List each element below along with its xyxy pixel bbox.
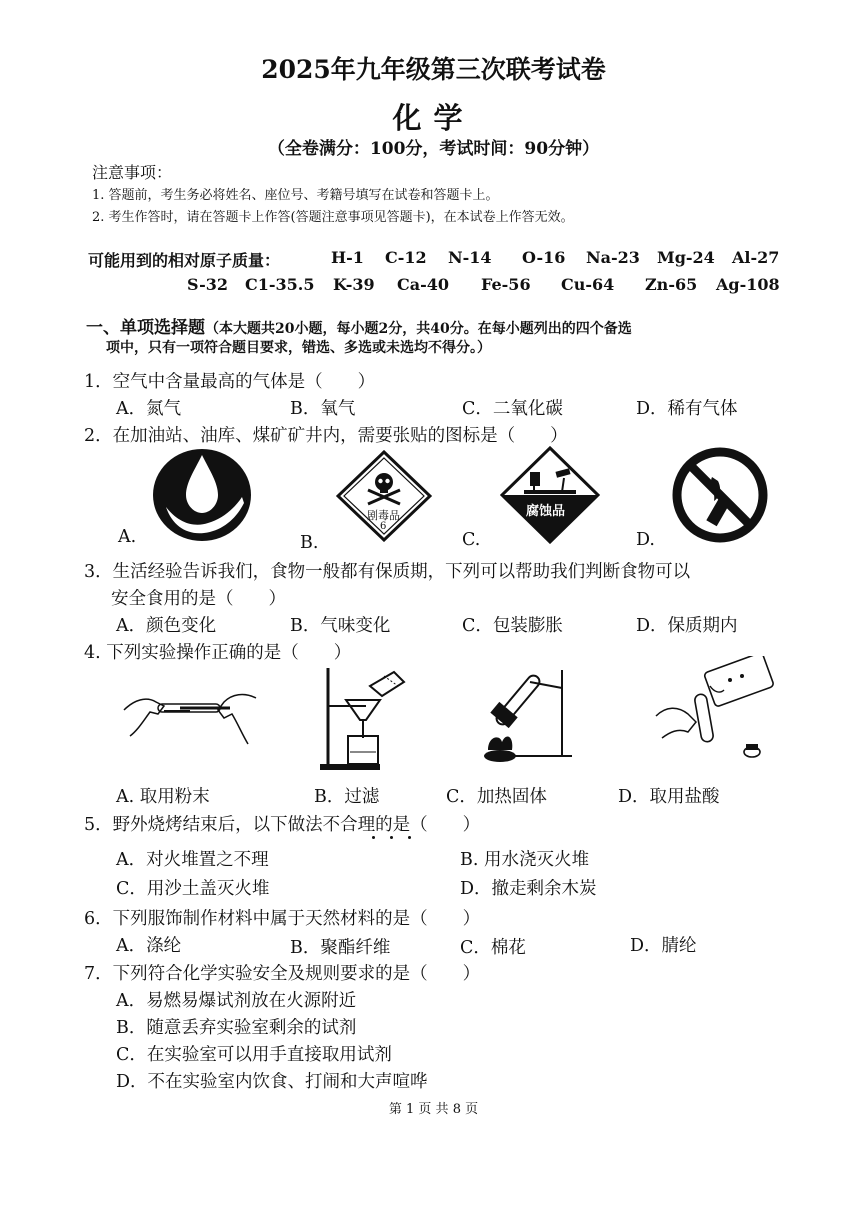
atomic-mass-item: Na-23 [586,248,640,267]
atomic-mass-item: Al-27 [732,248,780,267]
atomic-mass-item: Ca-40 [397,275,450,294]
score-info: （全卷满分：100分，考试时间：90分钟） [267,139,600,159]
atomic-mass-item: Zn-65 [645,275,698,294]
emphasis-dot [390,836,393,839]
q3-option-d: D．保质期内 [636,616,738,636]
q3-option-a: A．颜色变化 [116,616,217,636]
atomic-mass-item: H-1 [331,248,364,267]
notice-item-1: 1. 答题前，考生务必将姓名、座位号、考籍号填写在试卷和答题卡上。 [92,188,499,203]
q4-option-d: D．取用盐酸 [618,787,720,807]
section-desc-2: 项中，只有一项符合题目要求，错选、多选或未选均不得分。） [106,340,491,356]
q2-option-b: B. [300,533,319,553]
question-3-stem-line1: 3．生活经验告诉我们，食物一般都有保质期，下列可以帮助我们判断食物可以 [84,562,691,582]
question-6-stem: 6．下列服饰制作材料中属于天然材料的是（ ） [84,909,481,929]
question-2-stem: 2．在加油站、油库、煤矿矿井内，需要张贴的图标是（ ） [84,426,568,446]
q6-option-c: C．棉花 [460,938,526,958]
corrosive-label: 腐蚀品 [526,504,566,519]
section-title [86,313,632,338]
atomic-mass-item: O-16 [522,248,566,267]
q4-option-c: C．加热固体 [446,787,547,807]
atomic-mass-item: N-14 [448,248,492,267]
emphasis-dot [372,836,375,839]
water-drop-sign-icon [152,447,252,547]
no-fire-sign-icon [672,447,768,547]
section-heading: 一、单项选择题 [86,318,205,338]
atomic-mass-item: S-32 [187,275,229,294]
q6-option-a: A．涤纶 [116,936,182,956]
q6-option-b: B．聚酯纤维 [290,938,391,958]
toxic-diamond-icon [336,450,432,546]
q7-option-d: D．不在实验室内饮食、打闹和大声喧哗 [116,1072,428,1092]
atomic-mass-block [0,248,867,298]
q3-option-b: B．气味变化 [290,616,391,636]
emphasis-dot [408,836,411,839]
powder-tube-hands-icon [120,680,260,759]
corrosive-diamond-icon [500,446,600,548]
q7-option-c: C．在实验室可以用手直接取用试剂 [116,1045,392,1065]
q1-option-b: B．氧气 [290,399,356,419]
atomic-mass-label: 可能用到的相对原子质量： [88,251,281,270]
q2-option-a: A. [118,527,137,547]
toxic-label: 剧毒品 [367,509,400,522]
q4-option-a: A. 取用粉末 [116,787,210,807]
page-number: 第 1 页 共 8 页 [388,1102,479,1117]
atomic-mass-item: Ag-108 [716,275,780,294]
q5-option-b: B. 用水浇灭火堆 [460,850,589,870]
q1-option-c: C．二氧化碳 [462,399,563,419]
q2-option-c: C. [462,530,481,550]
question-4-stem: 4. 下列实验操作正确的是（ ） [84,643,352,663]
atomic-mass-item: K-39 [333,275,375,294]
atomic-mass-item: Mg-24 [657,248,715,267]
question-1-stem: 1．空气中含量最高的气体是（ ） [84,372,376,392]
q1-option-d: D．稀有气体 [636,399,738,419]
pouring-acid-icon [648,656,778,770]
atomic-mass-item: C-12 [385,248,427,267]
atomic-mass-item: Fe-56 [481,275,531,294]
q5-option-c: C．用沙土盖灭火堆 [116,879,270,899]
filtration-apparatus-icon [318,664,408,778]
heating-solid-icon [478,660,578,774]
exam-title: 2025年九年级第三次联考试卷 [261,55,606,84]
notice-heading: 注意事项： [92,163,173,182]
question-7-stem: 7．下列符合化学实验安全及规则要求的是（ ） [84,964,481,984]
toxic-class-number: 6 [380,521,387,532]
question-3-stem-line2: 安全食用的是（ ） [111,589,286,609]
q2-option-d: D. [636,530,655,550]
q5-option-d: D．撤走剩余木炭 [460,879,597,899]
notice-item-2: 2. 考生作答时，请在答题卡上作答(答题注意事项见答题卡)，在本试卷上作答无效。 [92,210,574,225]
section-desc-1: （本大题共20小题，每小题2分，共40分。在每小题列出的四个备选 [205,321,632,337]
q1-option-a: A．氮气 [116,399,182,419]
q7-option-a: A．易燃易爆试剂放在火源附近 [116,991,357,1011]
question-5-stem: 5．野外烧烤结束后，以下做法不合理的是（ ） [84,815,481,835]
subject-title: 化学 [392,101,475,135]
q7-option-b: B．随意丢弃实验室剩余的试剂 [116,1018,357,1038]
atomic-mass-item: Cu-64 [561,275,615,294]
q3-option-c: C．包装膨胀 [462,616,563,636]
atomic-mass-item: C1-35.5 [245,275,315,294]
q6-option-d: D．腈纶 [630,936,697,956]
q5-option-a: A．对火堆置之不理 [116,850,269,870]
q4-option-b: B．过滤 [314,787,380,807]
